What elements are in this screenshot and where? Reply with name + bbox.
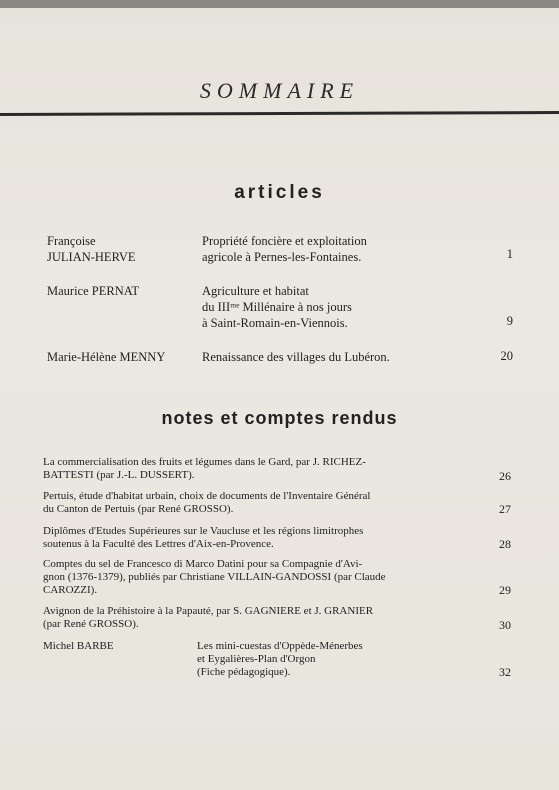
article-title-line: à Saint-Romain-en-Viennois. [202, 316, 348, 330]
article-title-line: agricole à Pernes-les-Fontaines. [202, 250, 362, 264]
articles-section-title: articles [234, 182, 325, 203]
note-line: soutenus à la Faculté des Lettres d'Aix-en-Provence. [43, 538, 274, 550]
note-line: Avignon de la Préhistoire à la Papauté, par S. GAGNIERE et J. GRANIER [43, 605, 374, 617]
article-title [202, 233, 367, 265]
note-entry [43, 490, 463, 516]
note-entry [43, 605, 463, 631]
note-author [43, 640, 193, 653]
note-line: La commercialisation des fruits et légumes dans le Gard, par J. RICHEZ- [43, 456, 366, 468]
note-entry [43, 558, 463, 597]
note-line: Les mini-cuestas d'Oppède-Ménerbes [197, 640, 363, 652]
author-name: Marie-Hélène MENNY [47, 350, 166, 364]
note-line: BATTESTI (par J.-L. DUSSERT). [43, 469, 195, 481]
note-line: et Eygalières-Plan d'Orgon [197, 653, 316, 665]
article-page-number: 9 [506, 314, 513, 328]
author-name: Maurice PERNAT [47, 284, 139, 298]
article-title-line: Renaissance des villages du Lubéron. [202, 350, 390, 364]
note-page-number: 30 [499, 618, 511, 632]
note-line: gnon (1376-1379), publiés par Christiane VILLAIN-GANDOSSI (par Claude [43, 571, 386, 583]
article-title [202, 349, 390, 365]
note-entry [197, 640, 437, 679]
article-author [47, 233, 136, 265]
note-line: (par René GROSSO). [43, 618, 139, 630]
note-page-number: 27 [499, 502, 511, 516]
author-last-name: JULIAN-HERVE [47, 250, 136, 264]
note-page-number: 26 [499, 469, 511, 483]
article-author [47, 283, 139, 299]
note-line: CAROZZI). [43, 584, 98, 596]
note-page-number: 32 [499, 665, 511, 679]
page-heading: SOMMAIRE [199, 78, 360, 103]
note-line: (Fiche pédagogique). [197, 666, 291, 678]
heading-rule [0, 111, 559, 116]
note-line: Comptes du sel de Francesco di Marco Datini pour sa Compagnie d'Avi- [43, 558, 363, 570]
note-line: Diplômes d'Etudes Supérieures sur le Vaucluse et les régions limitrophes [43, 525, 364, 537]
note-author-name: Michel BARBE [43, 640, 114, 652]
article-page-number: 20 [500, 349, 513, 363]
article-title [202, 283, 352, 331]
note-line: du Canton de Pertuis (par René GROSSO). [43, 503, 234, 515]
note-page-number: 29 [499, 583, 511, 597]
page-top-edge [0, 0, 559, 8]
article-author [47, 349, 165, 365]
article-title-line: Agriculture et habitat [202, 284, 309, 298]
article-title-line: Propriété foncière et exploitation [202, 234, 367, 248]
note-entry [43, 525, 463, 551]
note-line: Pertuis, étude d'habitat urbain, choix de documents de l'Inventaire Général [43, 490, 371, 502]
note-page-number: 28 [499, 537, 511, 551]
author-first-name: Françoise [47, 234, 96, 248]
note-entry [43, 456, 463, 482]
article-title-line: du IIIᵐᵉ Millénaire à nos jours [202, 300, 352, 314]
notes-section-title: notes et comptes rendus [161, 408, 398, 428]
article-page-number: 1 [506, 247, 513, 261]
